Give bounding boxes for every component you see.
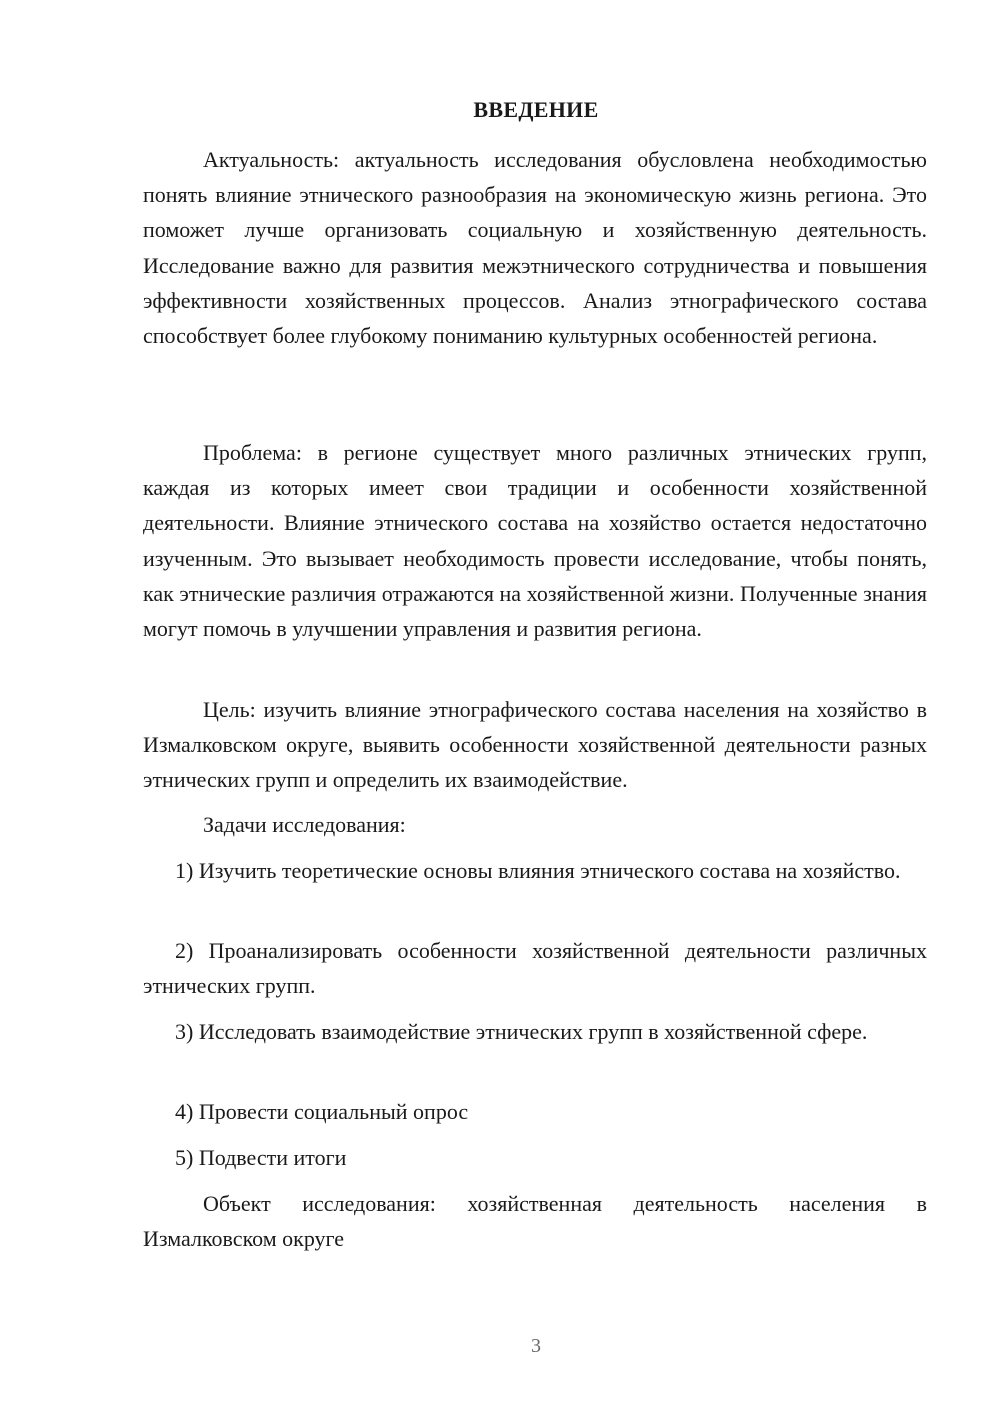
- tasks-heading: Задачи исследования:: [203, 812, 406, 837]
- paragraph-relevance: Актуальность: актуальность исследования обусловлена необходимостью понять влияние этнического разнообразия на экономическую жизнь региона. Это поможет лучше организовать социальную и хозяйственную деятельность. Исследование важно для развития межэтнического сотрудничества и повышения эффективности хозяйственных процессов. Анализ этнографического состава способствует более глубокому пониманию культурных особенностей региона.: [143, 147, 927, 349]
- paragraph-problem: Проблема: в регионе существует много различных этнических групп, каждая из которых имеет свои традиции и особенности хозяйственной деятельности. Влияние этнического состава на хозяйство остается недостаточно изученным. Это вызывает необходимость провести исследование, чтобы понять, как этнические различия отражаются на хозяйственной жизни. Полученные знания могут помочь в улучшении управления и развития региона.: [143, 440, 927, 642]
- task-item-5: 5) Подвести итоги: [175, 1145, 347, 1170]
- page-number: 3: [531, 1335, 541, 1357]
- task-item-1: 1) Изучить теоретические основы влияния этнического состава на хозяйство.: [175, 858, 901, 883]
- paragraph-object: Объект исследования: хозяйственная деятельность населения в Измалковском округе: [143, 1191, 927, 1252]
- page-title: ВВЕДЕНИЕ: [473, 97, 599, 122]
- task-item-4: 4) Провести социальный опрос: [175, 1099, 469, 1124]
- task-item-3: 3) Исследовать взаимодействие этнических групп в хозяйственной сфере.: [175, 1019, 868, 1044]
- task-item-2: 2) Проанализировать особенности хозяйственной деятельности различных этнических групп.: [143, 938, 927, 999]
- paragraph-goal: Цель: изучить влияние этнографического состава населения на хозяйство в Измалковском округе, выявить особенности хозяйственной деятельности разных этнических групп и определить их взаимодействие.: [143, 697, 927, 793]
